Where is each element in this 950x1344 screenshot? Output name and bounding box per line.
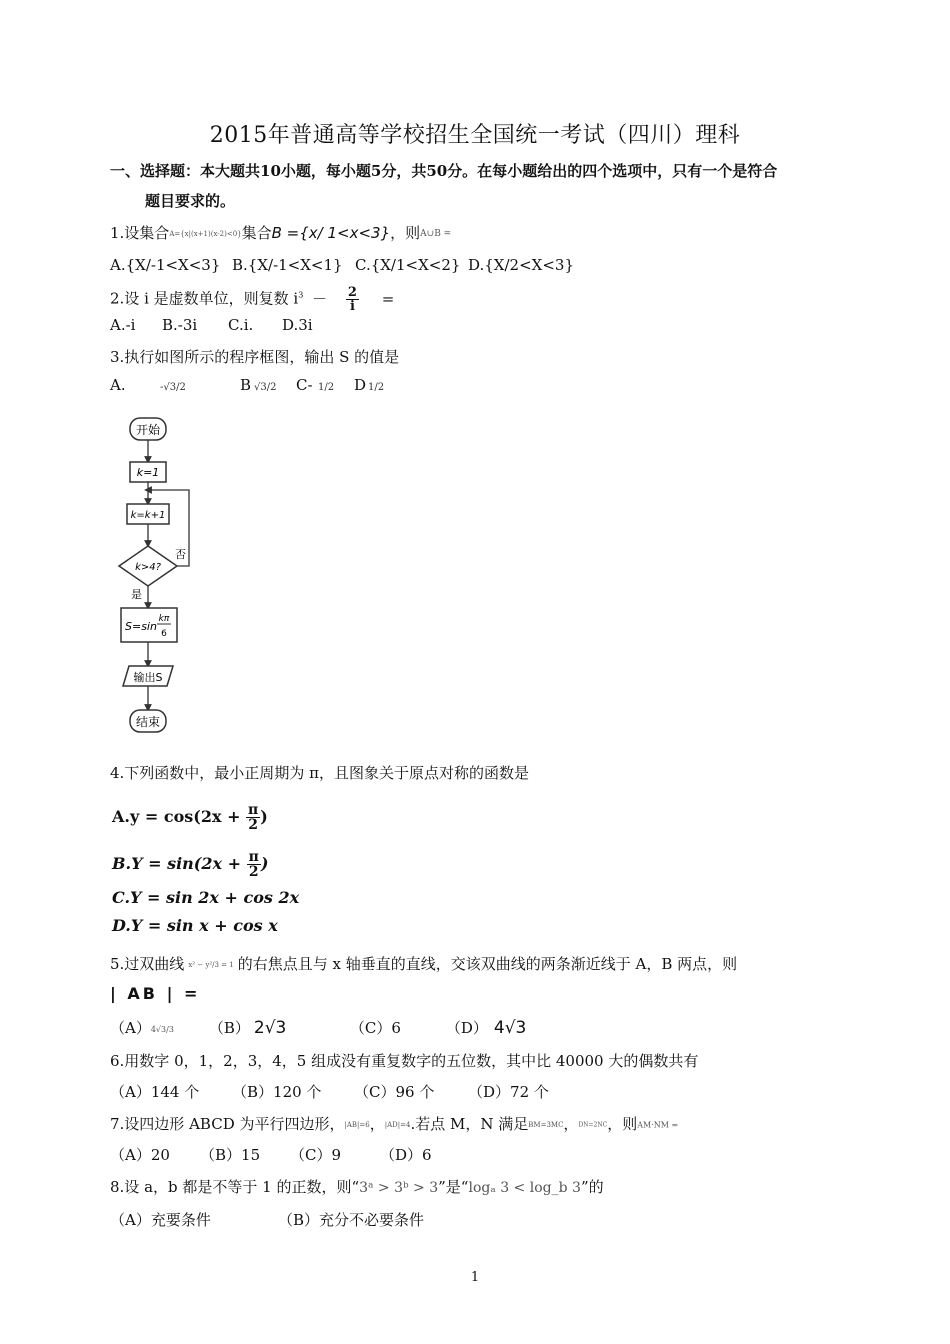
question-8-options — [110, 1209, 424, 1230]
set-b-formula: B ={x/ 1<x<3} — [271, 224, 391, 242]
flowchart-increment-label: k=k+1 — [130, 510, 166, 521]
q6-option-a[interactable]: （A）144 个 — [110, 1083, 200, 1101]
q7-option-c[interactable]: （C）9 — [290, 1146, 342, 1164]
q6-option-c[interactable]: （C）96 个 — [354, 1083, 435, 1101]
flowchart-init-label: k=1 — [136, 466, 160, 479]
question-4-stem: 4.下列函数中，最小正周期为 π，且图象关于原点对称的函数是 — [110, 764, 529, 782]
exponent-condition: 3ᵃ > 3ᵇ > 3 — [359, 1180, 439, 1196]
dot-product-expression: AM·NM = — [637, 1120, 679, 1130]
q3-option-a-value: -√3/2 — [160, 382, 186, 393]
page-number: 1 — [470, 1270, 480, 1285]
q3-option-d-value: 1/2 — [368, 382, 385, 393]
question-3-stem: 3.执行如图所示的程序框图，输出 S 的值是 — [110, 348, 400, 366]
q1-option-a[interactable]: A.{X/-1<X<3} — [110, 256, 221, 274]
program-flowchart — [105, 410, 215, 740]
ad-magnitude: |AD|=4 — [384, 1121, 411, 1129]
q1-option-b[interactable]: B.{X/-1<X<1} — [232, 256, 343, 274]
question-1-options — [110, 256, 574, 274]
flowchart-end-label: 结束 — [135, 715, 161, 729]
q8-option-b[interactable]: （B）充分不必要条件 — [278, 1211, 425, 1229]
flowchart-start-label: 开始 — [135, 423, 161, 437]
q3-option-b[interactable]: B — [240, 376, 252, 394]
q5-option-c[interactable]: （C）6 — [349, 1019, 401, 1037]
question-3-options — [110, 376, 384, 394]
flowchart-yes-label: 是 — [131, 588, 142, 601]
q5-option-a[interactable]: （A） — [110, 1019, 151, 1037]
ab-length-expression: | AB | = — [110, 984, 201, 1003]
q5-option-a-value: 4√3/3 — [150, 1024, 174, 1034]
q6-option-b[interactable]: （B）120 个 — [232, 1083, 322, 1101]
q2-option-b[interactable]: B.-3i — [162, 316, 198, 334]
flowchart-no-label: 否 — [175, 548, 186, 561]
q4-option-a[interactable]: A.y = cos(2x + $\frac{\pi}{2}$ ) — [112, 802, 268, 833]
q6-option-d[interactable]: （D）72 个 — [468, 1083, 549, 1101]
question-1-stem: 1.设集合A={x|(x+1)(x-2)<0}集合B ={x/ 1<x<3}，则A∪B = — [110, 224, 452, 242]
dn-vector: DN=2NC — [578, 1121, 608, 1129]
set-a-formula: A={x|(x+1)(x-2)<0} — [169, 230, 242, 238]
question-5-stem: 5.过双曲线 x² − y²/3 = 1 的右焦点且与 x 轴垂直的直线，交该双曲线的两条渐近线于 A，B 两点，则 — [110, 955, 738, 973]
question-2-stem: 2.设 i 是虚数单位，则复数 $i^3$ － $\frac{2}{i}$ = — [110, 285, 395, 314]
q7-option-a[interactable]: （A）20 — [110, 1146, 170, 1164]
q2-option-a[interactable]: A.-i — [110, 316, 136, 334]
q4-option-d[interactable]: D.Y = sin x + cos x — [112, 916, 278, 935]
bm-vector: BM=3MC — [528, 1121, 564, 1129]
q3-option-b-value: √3/2 — [254, 382, 277, 393]
q1-option-c[interactable]: C.{X/1<X<2} — [355, 256, 461, 274]
q4-option-b[interactable]: B.Y = sin(2x + $\frac{\pi}{2}$ ) — [112, 849, 269, 880]
q7-option-d[interactable]: （D）6 — [380, 1146, 432, 1164]
flowchart-assign-denominator: 6 — [161, 629, 167, 639]
union-formula: A∪B = — [420, 229, 452, 239]
q7-option-b[interactable]: （B）15 — [200, 1146, 261, 1164]
q5-option-b-value: 2√3 — [253, 1018, 287, 1038]
log-condition: logₐ 3 < log_b 3 — [468, 1180, 581, 1196]
question-2-options — [110, 316, 313, 334]
q3-option-c[interactable]: C- — [296, 376, 313, 394]
flowchart-assign-numerator: kπ — [158, 614, 170, 624]
fraction-2-over-i: $\frac{2}{i}$ — [347, 285, 357, 314]
q3-option-c-value: 1/2 — [318, 382, 335, 393]
q5-option-d-value: 4√3 — [493, 1018, 527, 1038]
q1-option-d[interactable]: D.{X/2<X<3} — [468, 256, 574, 274]
flowchart-condition-label: k>4? — [135, 562, 161, 573]
hyperbola-formula: x² − y²/3 = 1 — [188, 961, 234, 969]
q3-option-d[interactable]: D — [354, 376, 367, 394]
question-8-stem: 8.设 a，b 都是不等于 1 的正数，则“3ᵃ > 3ᵇ > 3”是“logₐ 3 < log_b 3”的 — [110, 1178, 604, 1196]
q2-option-c[interactable]: C.i. — [228, 316, 254, 334]
question-5-options — [110, 1017, 526, 1038]
q5-option-d[interactable]: （D） — [445, 1019, 488, 1037]
q2-option-d[interactable]: D.3i — [282, 316, 313, 334]
flowchart-assign-label: S=sin — [125, 620, 157, 633]
question-6-options — [110, 1081, 549, 1102]
q4-option-c[interactable]: C.Y = sin 2x + cos 2x — [112, 888, 300, 907]
question-6-stem: 6.用数字 0，1，2，3，4，5 组成没有重复数字的五位数，其中比 40000 大的偶数共有 — [110, 1052, 699, 1070]
flowchart-output-label: 输出S — [133, 671, 163, 684]
question-7-options — [110, 1144, 432, 1165]
q8-option-a[interactable]: （A）充要条件 — [110, 1211, 211, 1229]
ab-magnitude: |AB|=6 — [344, 1121, 370, 1129]
section-heading-line1: 一、选择题：本大题共10小题，每小题5分，共50分。在每小题给出的四个选项中，只有一个是符合 — [110, 162, 778, 180]
q5-option-b[interactable]: （B） — [208, 1019, 250, 1037]
page-title: 2015年普通高等学校招生全国统一考试（四川）理科 — [209, 123, 741, 148]
question-7-stem: 7.设四边形 ABCD 为平行四边形，|AB|=6，|AD|=4.若点 M，N 满足BM=3MC，DN=2NC，则AM·NM = — [110, 1115, 679, 1133]
section-heading-line2: 题目要求的。 — [145, 192, 236, 210]
q3-option-a[interactable]: A. — [110, 376, 126, 394]
